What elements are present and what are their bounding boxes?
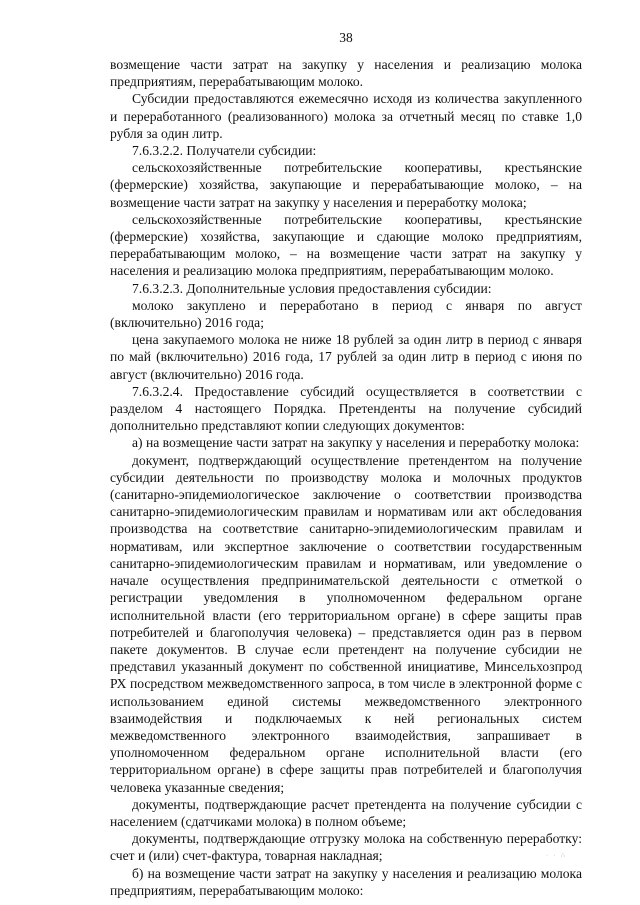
paragraph-7: молоко закуплено и переработано в период с января по август (включительно) 2016 года; bbox=[110, 297, 582, 331]
paragraph-6: 7.6.3.2.3. Дополнительные условия предоставления субсидии: bbox=[132, 280, 492, 296]
paragraph-5: сельскохозяйственные потребительские кооперативы, крестьянские (фермерские) хозяйства, закупающие и сдающие молоко предприятиям, перерабатывающим молоко, – на возмещение части затрат на закупку у населения и реализацию молока предприятиям, перерабатывающим молоко. bbox=[110, 211, 582, 279]
paragraph-14: б) на возмещение части затрат на закупку у населения и реализацию молока предприятиям, перерабатывающим молоко: bbox=[110, 865, 582, 898]
scan-specks: · · ∴ bbox=[546, 853, 567, 859]
paragraph-11: документ, подтверждающий осуществление претендентом на получение субсидии деятельности по производству молока и молочных продуктов (санитарно-эпидемиологическое заключение о соответствии производства санитарно-эпидемиологическим правилам и нормативам или акт обследования производства на соответствие санитарно-эпидемиологическим правилам и нормативам, или экспертное заключение о соответствии государственным санитарно-эпидемиологическим правилам и нормативам, или уведомление о начале осуществления предпринимательской деятельности с отметкой о регистрации уведомления в уполномоченном федеральном органе исполнительной власти (его территориальном органе) в сфере защиты прав потребителей и благополучия человека) – представляется один раз в первом пакете документов. В случае если претендент на получение субсидии не представил указанный документ по собственной инициативе, Минсельхозпрод РХ посредством межведомственного запроса, в том числе в электронной форме с использованием единой системы межведомственного электронного взаимодействия и подключаемых к ней региональных систем межведомственного электронного взаимодействия, запрашивает в уполномоченном федеральном органе исполнительной власти (его территориальном органе) в сфере защиты прав потребителей и благополучия человека указанные сведения; bbox=[110, 452, 582, 795]
paragraph-8: цена закупаемого молока не ниже 18 рублей за один литр в период с января по май (включительно) 2016 года, 17 рублей за один литр в период с июня по август (включительно) 2016 года. bbox=[110, 332, 582, 382]
paragraph-10: а) на возмещение части затрат на закупку у населения и переработку молока: bbox=[132, 435, 580, 451]
paragraph-3: 7.6.3.2.2. Получатели субсидии: bbox=[132, 143, 317, 159]
paragraph-4: сельскохозяйственные потребительские кооперативы, крестьянские (фермерские) хозяйства, закупающие и перерабатывающие молоко, – на возмещение части затрат на закупку у населения и переработку молока; bbox=[110, 160, 582, 210]
page-number: 38 bbox=[339, 30, 353, 45]
paragraph-2: Субсидии предоставляются ежемесячно исходя из количества закупленного и переработанного (реализованного) молока за отчетный месяц по ставке 1,0 рубля за один литр. bbox=[110, 91, 582, 141]
document-body bbox=[110, 56, 582, 899]
paragraph-12: документы, подтверждающие расчет претендента на получение субсидии с населением (сдатчиками молока) в полном объеме; bbox=[110, 796, 582, 829]
paragraph-1: возмещение части затрат на закупку у населения и реализацию молока предприятиям, перерабатывающим молоко. bbox=[110, 57, 582, 90]
paragraph-9: 7.6.3.2.4. Предоставление субсидий осуществляется в соответствии с разделом 4 настоящего Порядка. Претенденты на получение субсидий дополнительно представляют копии следующих документов: bbox=[110, 383, 582, 434]
paragraph-13: документы, подтверждающие отгрузку молока на собственную переработку: счет и (или) счет-фактура, товарная накладная; bbox=[110, 831, 582, 864]
